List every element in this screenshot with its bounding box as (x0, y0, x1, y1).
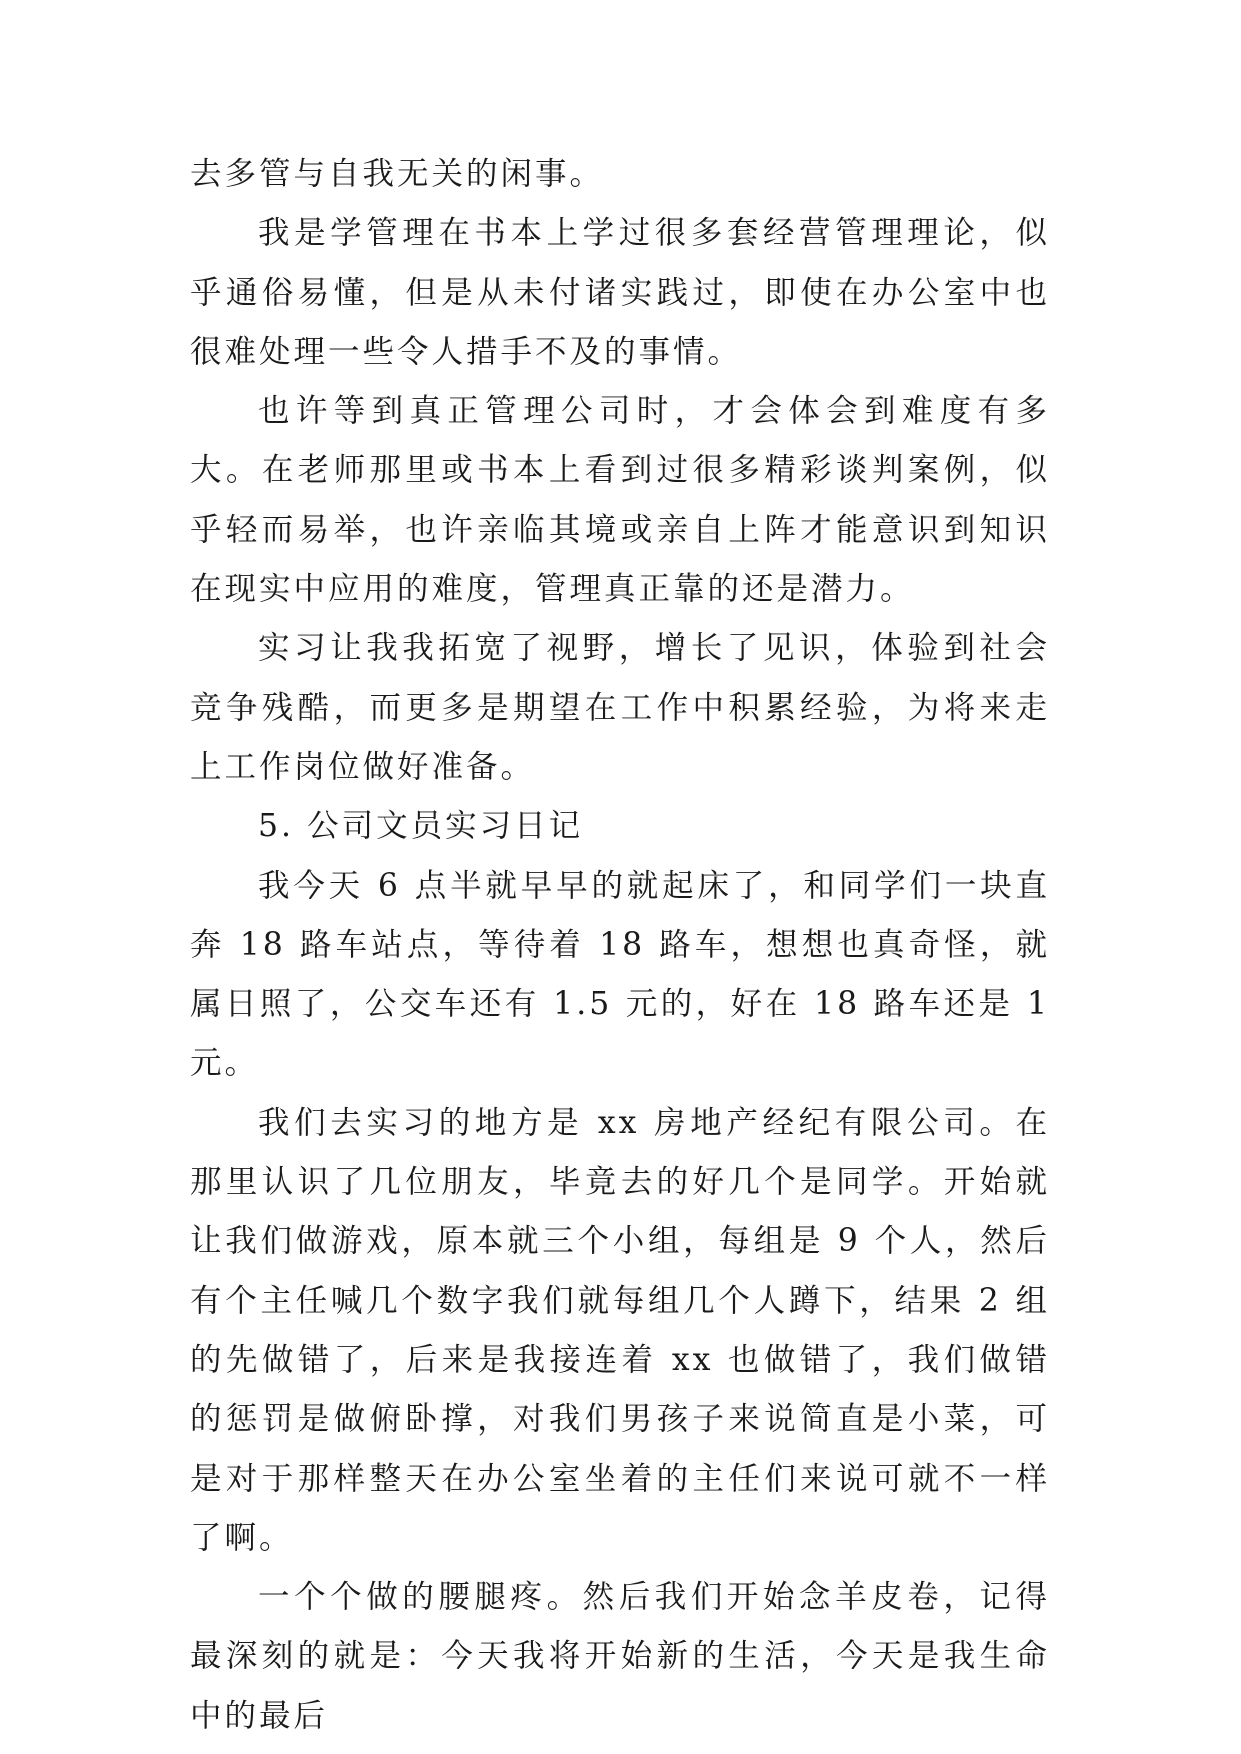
paragraph-6: 我们去实习的地方是 xx 房地产经纪有限公司。在那里认识了几位朋友，毕竟去的好几个是同学。开始就让我们做游戏，原本就三个小组，每组是 9 个人，然后有个主任喊几个数字我们就每组几个人蹲下，结果 2 组的先做错了，后来是我接连着 xx 也做错了，我们做错的惩罚是做俯卧撑，对我们男孩子来说简直是小菜，可是对于那样整天在办公室坐着的主任们来说可就不一样了啊。 (190, 1104, 1050, 1556)
paragraph-4: 实习让我我拓宽了视野，增长了见识，体验到社会竞争残酷，而更多是期望在工作中积累经验，为将来走上工作岗位做好准备。 (190, 630, 1050, 785)
paragraph-2: 我是学管理在书本上学过很多套经营管理理论，似乎通俗易懂，但是从未付诸实践过，即使在办公室中也很难处理一些令人措手不及的事情。 (190, 215, 1050, 370)
paragraph-5: 我今天 6 点半就早早的就起床了，和同学们一块直奔 18 路车站点，等待着 18 路车，想想也真奇怪，就属日照了，公交车还有 1.5 元的，好在 18 路车还是 1 元。 (190, 867, 1050, 1082)
paragraph-3: 也许等到真正管理公司时，才会体会到难度有多大。在老师那里或书本上看到过很多精彩谈判案例，似乎轻而易举，也许亲临其境或亲自上阵才能意识到知识在现实中应用的难度，管理真正靠的还是潜力。 (190, 393, 1050, 608)
document-body (190, 145, 1050, 1746)
paragraph-1: 去多管与自我无关的闲事。 (190, 156, 605, 192)
section-heading: 5. 公司文员实习日记 (258, 808, 584, 845)
paragraph-7: 一个个做的腰腿疼。然后我们开始念羊皮卷，记得最深刻的就是：今天我将开始新的生活，今天是我生命中的最后 (190, 1579, 1050, 1734)
